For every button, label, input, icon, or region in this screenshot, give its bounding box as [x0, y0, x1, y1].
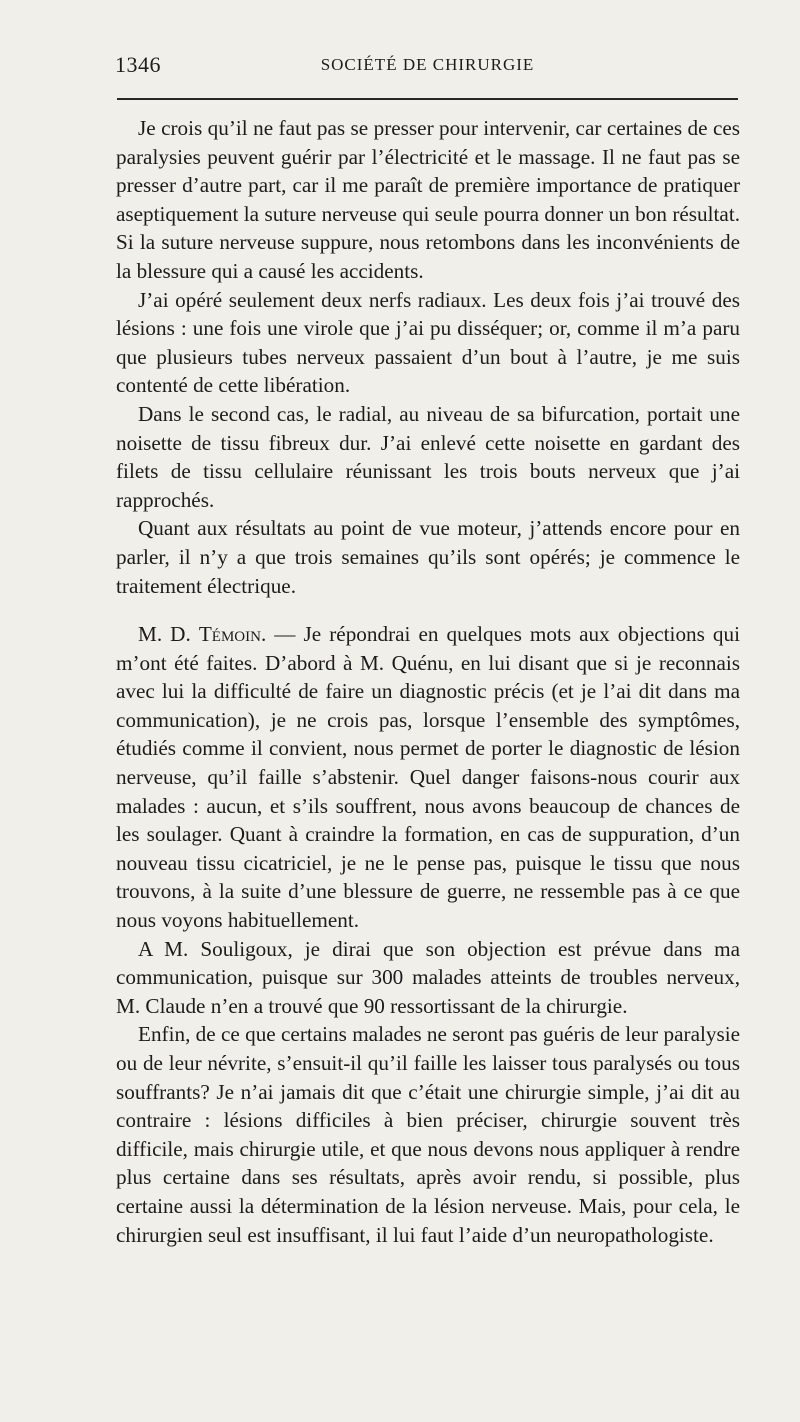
article-body — [116, 114, 740, 1249]
paragraph: Dans le second cas, le radial, au niveau de sa bifurcation, portait une noisette de tissu fibreux dur. J’ai enlevé cette noisette en gardant des filets de tissu cellulaire réunissant les trois bouts nerveux que j’ai rapprochés. — [116, 401, 740, 512]
paragraph: A M. Souligoux, je dirai que son objection est prévue dans ma communication, puisque sur 300 malades atteints de troubles nerveux, M. Claude n’en a trouvé que 90 ressortissant de la chirurgie. — [116, 936, 740, 1018]
header-rule — [117, 98, 738, 100]
page-header — [115, 52, 740, 82]
paragraph: Quant aux résultats au point de vue moteur, j’attends encore pour en parler, il n’y a que trois semaines qu’ils sont opérés; je commence le traitement électrique. — [116, 516, 740, 598]
paragraph: Je crois qu’il ne faut pas se presser pour intervenir, car certaines de ces paralysies peuvent guérir par l’électricité et le massage. Il ne faut pas se presser d’autre part, car il me paraît de première importance de pratiquer aseptiquement la suture nerveuse qui seule pourra donner un bon résultat. Si la suture nerveuse suppure, nous retombons dans les inconvénients de la blessure qui a causé les accidents. — [116, 116, 740, 283]
page-number: 1346 — [115, 52, 161, 77]
speaker-prefix: M. D. — [138, 622, 199, 647]
speaker-text: . — Je répondrai en quelques mots aux objections qui m’ont été faites. D’abord à M. Quénu, en lui disant que si je reconnais avec lui la difficulté de faire un diagnostic précis (et je l’ai dit dans ma communication), je ne crois pas, lorsque l’ensemble des symptômes, étudiés comme il convient, nous permet de porter le diagnostic de lésion nerveuse, qu’il faille s’abstenir. Quel danger faisons-nous courir aux malades : aucun, et s’ils souffrent, nous avons beaucoup de chances de les soulager. Quant à craindre la formation, en cas de suppuration, d’un nouveau tissu cicatriciel, je ne le pense pas, puisque le tissu que nous trouvons, à la suite d’une blessure de guerre, ne ressemble pas à ce que nous voyons habituellement. — [116, 622, 741, 933]
speaker-name: Témoin — [198, 622, 261, 647]
speaker-paragraph — [116, 620, 740, 935]
paragraph: Enfin, de ce que certains malades ne seront pas guéris de leur paralysie ou de leur névrite, s’ensuit-il qu’il faille les laisser tous paralysés ou tous souffrants? Je n’ai jamais dit que c’était une chirurgie simple, j’ai dit au contraire : lésions difficiles à bien préciser, chirurgie souvent très difficile, mais chirurgie utile, et que nous devons nous appliquer à rendre plus certaine dans ses résultats, après avoir rendu, si possible, plus certaine aussi la détermination de la lésion nerveuse. Mais, pour cela, le chirurgien seul est insuffisant, il lui faut l’aide d’un neuropathologiste. — [116, 1022, 740, 1247]
paragraph: J’ai opéré seulement deux nerfs radiaux. Les deux fois j’ai trouvé des lésions : une fois une virole que j’ai pu disséquer; or, comme il m’a paru que plusieurs tubes nerveux passaient d’un bout à l’autre, je me suis contenté de cette libération. — [116, 287, 740, 398]
running-title: SOCIÉTÉ DE CHIRURGIE — [320, 55, 535, 74]
